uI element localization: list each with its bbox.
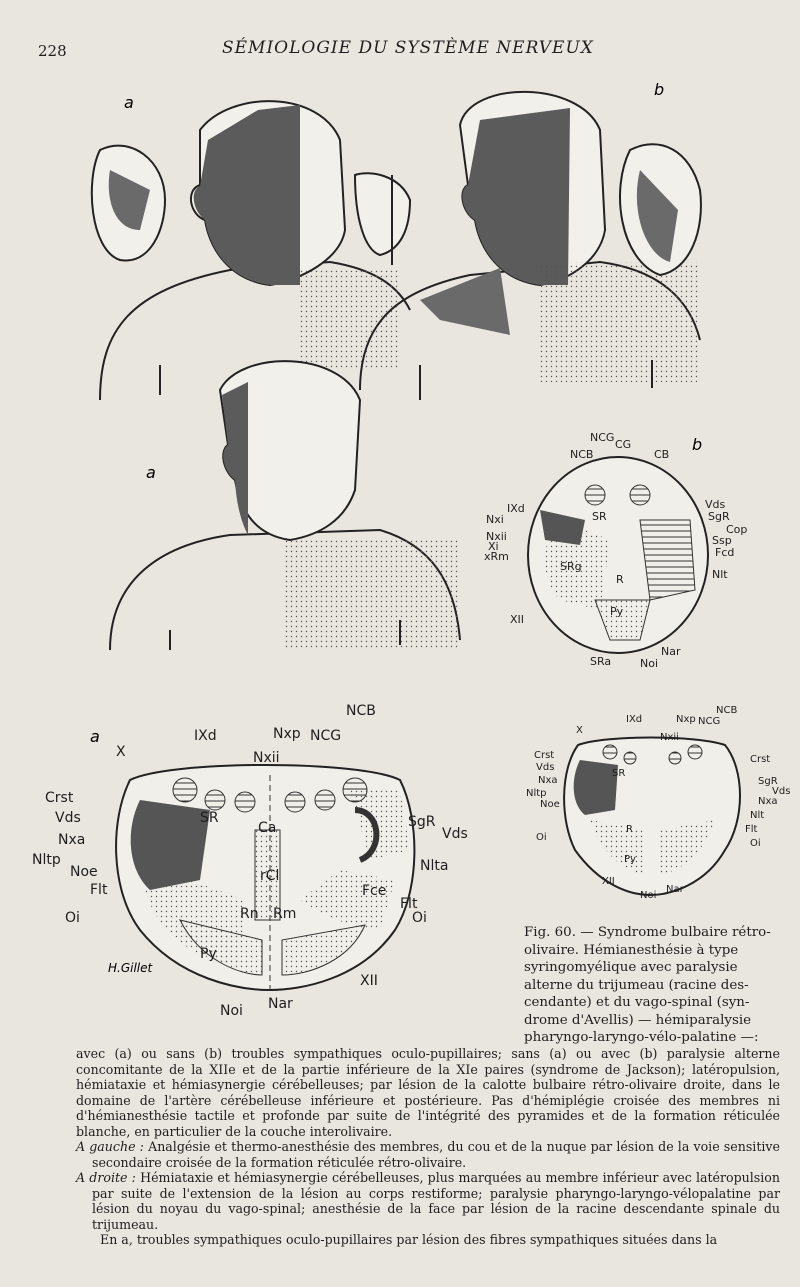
panel-letter-a-section: a — [90, 727, 100, 746]
right-side-lead: A droite : — [76, 1170, 136, 1185]
svg-text:rCl: rCl — [260, 868, 280, 884]
svg-text:Py: Py — [200, 946, 217, 962]
svg-text:Crst: Crst — [750, 754, 771, 765]
svg-text:Oi: Oi — [65, 910, 80, 926]
right-side-text: Hémiataxie et hémiasynergie cérébelleuses, plus marquées au membre inférieur avec latéropulsion par suite de l'extension de la lésion au corps restiforme; paralysie pharyngo-laryngo-vélopalatine par lésion du noyau du vago-spinal; anesthésie de la face par lésion de la racine descendante spinale du trijumeau. — [92, 1170, 780, 1232]
svg-text:Vds: Vds — [55, 810, 81, 826]
svg-text:SRg: SRg — [560, 560, 582, 573]
svg-text:Nxa: Nxa — [538, 775, 558, 786]
svg-text:Xi: Xi — [488, 540, 499, 553]
svg-text:SR: SR — [200, 810, 219, 826]
svg-text:Nxp: Nxp — [676, 714, 696, 725]
portrait-a-illustration — [92, 101, 420, 400]
svg-text:Noe: Noe — [70, 864, 98, 880]
page-number: 228 — [38, 42, 67, 60]
svg-text:Noi: Noi — [640, 657, 659, 670]
caption-continuation: avec (a) ou sans (b) troubles sympathiques oculo-pupillaires; sans (a) ou avec (b) paralysie alterne concomitante de la XIIe et de la partie inférieure de la XIe paires (syndrome de Jackson); latéropulsion, hémiataxie et hémiasynergie cérébelleuses; par lésion de la calotte bulbaire rétro-olivaire droite, dans le domaine de l'artère cérébelleuse inférieure et postérieure. Pas d'hémiplégie croisée des membres ni d'hémianesthésie tactile et profonde par suite de l'intégrité des pyramides et de la formation réticulée blanche, en particulier de la couche interolivaire. — [76, 1046, 780, 1139]
svg-text:Fcd: Fcd — [715, 546, 735, 559]
left-side-paragraph — [76, 1139, 780, 1170]
svg-text:SR: SR — [612, 768, 626, 779]
svg-text:Nar: Nar — [661, 645, 681, 658]
svg-text:SgR: SgR — [708, 510, 730, 523]
svg-text:Nlta: Nlta — [420, 858, 449, 874]
caption-line: syringomyélique avec paralysie — [524, 960, 738, 975]
portrait-b-illustration — [360, 92, 701, 390]
svg-text:Nxa: Nxa — [58, 832, 86, 848]
svg-text:Ssp: Ssp — [712, 534, 732, 547]
svg-text:CG: CG — [615, 438, 632, 451]
svg-text:Vds: Vds — [772, 786, 791, 797]
svg-text:SgR: SgR — [758, 776, 778, 787]
medulla-section-b — [528, 457, 708, 653]
artist-signature: H.Gillet — [108, 961, 153, 975]
caption-line: alterne du trijumeau (racine des- — [524, 977, 749, 993]
panel-letter-a-top: a — [124, 93, 134, 112]
panel-letter-a-middle: a — [146, 463, 156, 482]
svg-text:Nxi: Nxi — [486, 513, 504, 526]
svg-text:NCB: NCB — [346, 703, 376, 719]
body-text — [76, 1046, 780, 1248]
svg-text:SRa: SRa — [590, 655, 612, 668]
panel-letter-b-top: b — [654, 80, 665, 99]
svg-text:Oi: Oi — [412, 910, 427, 926]
svg-text:Cop: Cop — [726, 523, 748, 536]
svg-text:Crst: Crst — [45, 790, 74, 806]
svg-text:SR: SR — [592, 510, 607, 523]
svg-text:Flt: Flt — [400, 896, 418, 912]
svg-text:Noi: Noi — [640, 890, 657, 901]
svg-text:Py: Py — [624, 854, 636, 865]
svg-text:NCG: NCG — [590, 431, 615, 444]
svg-text:R: R — [626, 824, 633, 835]
svg-text:Vds: Vds — [536, 762, 555, 773]
svg-text:Nxii: Nxii — [253, 750, 280, 766]
svg-text:Nxii: Nxii — [660, 732, 679, 743]
svg-text:Fce: Fce — [362, 883, 387, 899]
medulla-section-small — [564, 738, 740, 896]
svg-text:Noi: Noi — [220, 1003, 243, 1019]
svg-text:IXd: IXd — [194, 728, 217, 744]
svg-text:IXd: IXd — [626, 714, 643, 725]
caption-line: drome d'Avellis) — hémiparalysie — [524, 1012, 752, 1028]
panel-letter-b-section: b — [692, 435, 703, 454]
svg-text:Nlt: Nlt — [712, 568, 728, 581]
svg-text:XII: XII — [360, 973, 378, 989]
svg-text:Nltp: Nltp — [526, 788, 547, 799]
caption-line: pharyngo-laryngo-vélo-palatine —: — [524, 1030, 759, 1045]
svg-text:CB: CB — [654, 448, 670, 461]
svg-text:Ca: Ca — [258, 820, 277, 836]
svg-text:NCG: NCG — [698, 716, 721, 727]
left-side-text: Analgésie et thermo-anesthésie des membres, du cou et de la nuque par lésion de la voie sensitive secondaire croisée de la formation réticulée rétro-olivaire. — [92, 1139, 780, 1170]
svg-text:XII: XII — [602, 876, 615, 887]
svg-text:Noe: Noe — [540, 799, 560, 810]
last-line: En a, troubles sympathiques oculo-pupillaires par lésion des fibres sympathiques situées dans la — [100, 1232, 718, 1247]
figure-caption — [524, 924, 786, 1047]
caption-line: Fig. 60. — Syndrome bulbaire rétro- — [524, 925, 771, 940]
svg-text:SgR: SgR — [408, 814, 436, 830]
svg-text:Oi: Oi — [536, 832, 547, 843]
svg-text:XII: XII — [510, 613, 525, 626]
portrait-a-middle-illustration — [110, 361, 460, 650]
left-side-lead: A gauche : — [76, 1139, 144, 1154]
svg-text:Nxii: Nxii — [486, 530, 507, 543]
svg-text:NCG: NCG — [310, 728, 342, 744]
svg-text:Nxp: Nxp — [273, 726, 301, 742]
caption-line: cendante) et du vago-spinal (syn- — [524, 995, 750, 1010]
svg-text:Nar: Nar — [666, 884, 684, 895]
svg-text:Py: Py — [610, 605, 624, 618]
svg-text:NCB: NCB — [570, 448, 594, 461]
svg-text:Nar: Nar — [268, 996, 293, 1012]
svg-text:Flt: Flt — [745, 824, 758, 835]
svg-text:xRm: xRm — [484, 550, 509, 563]
svg-text:Rn: Rn — [240, 906, 259, 922]
svg-text:Nxa: Nxa — [758, 796, 778, 807]
svg-text:X: X — [576, 725, 583, 736]
svg-text:X: X — [116, 744, 126, 760]
right-side-paragraph — [76, 1170, 780, 1232]
svg-text:Oi: Oi — [750, 838, 761, 849]
svg-text:IXd: IXd — [507, 502, 525, 515]
running-head-title: SÉMIOLOGIE DU SYSTÈME NERVEUX — [222, 38, 594, 58]
svg-text:R: R — [616, 573, 624, 586]
svg-text:Crst: Crst — [534, 750, 555, 761]
svg-text:Nlt: Nlt — [750, 810, 765, 821]
svg-text:NCB: NCB — [716, 705, 738, 716]
caption-line: olivaire. Hémianesthésie à type — [524, 942, 739, 958]
svg-text:Vds: Vds — [705, 498, 726, 511]
svg-text:Flt: Flt — [90, 882, 108, 898]
svg-text:Nltp: Nltp — [32, 852, 61, 868]
svg-text:Rm: Rm — [273, 906, 297, 922]
svg-text:Vds: Vds — [442, 826, 468, 842]
